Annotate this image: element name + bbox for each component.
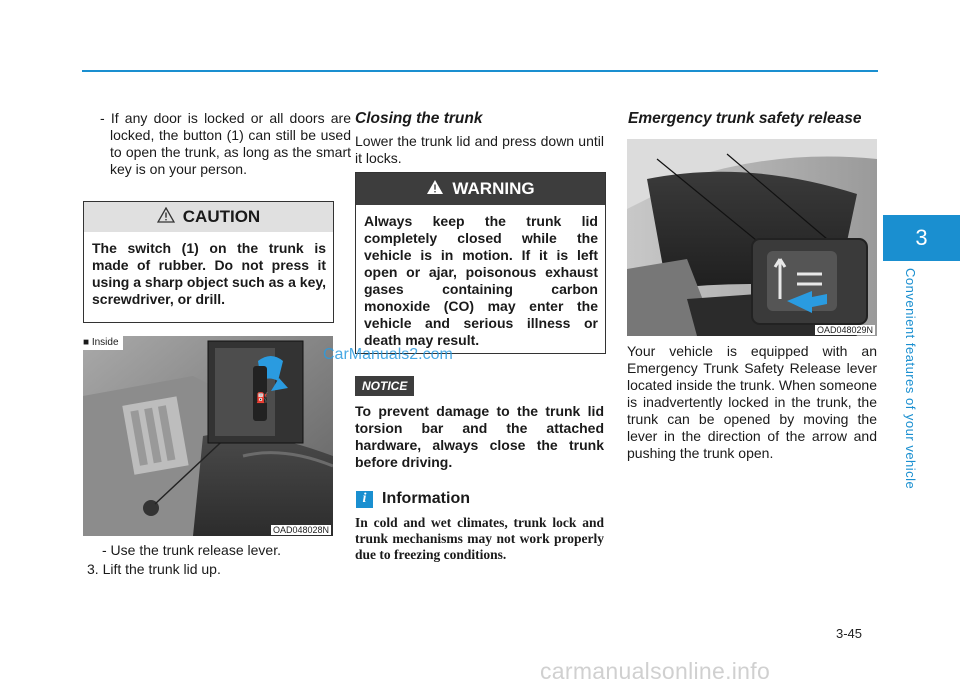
warning-triangle-icon <box>426 179 444 200</box>
caution-body: The switch (1) on the trunk is made of rubber. Do not press it using a sharp object such as a key, screwdriver, or drill. <box>92 240 326 307</box>
info-icon: i <box>356 491 373 508</box>
chapter-side-title: Convenient features of your vehicle <box>903 268 918 490</box>
figure-trunk-release <box>627 139 877 336</box>
warning-body: Always keep the trunk lid completely closed while the vehicle is in motion. If it is left open or ajar, poisonous exhaust gases containing carbon monoxide (CO) may enter the vehicle and serious illness or death may result. <box>364 213 598 348</box>
step-lift-trunk: 3. Lift the trunk lid up. <box>87 561 221 577</box>
page-number: 3-45 <box>836 626 863 641</box>
figure-inside-lever <box>83 336 333 536</box>
information-body: In cold and wet climates, trunk lock and trunk mechanisms may not work properly due to freezing conditions. <box>355 515 604 562</box>
caution-header <box>84 202 333 232</box>
information-heading <box>356 490 470 508</box>
driver-floor-photo <box>83 336 333 536</box>
notice-body: To prevent damage to the trunk lid torsion bar and the attached hardware, always close the trunk before driving. <box>355 403 604 470</box>
notice-badge: NOTICE <box>355 376 414 396</box>
warning-header <box>356 173 605 205</box>
emergency-release-heading: Emergency trunk safety release <box>628 110 862 127</box>
top-rule <box>82 70 878 72</box>
bullet-door-locked: - If any door is locked or all doors are locked, the button (1) can still be used to open the trunk, as long as the smart key is on your person. <box>100 110 351 177</box>
trunk-interior-photo <box>627 139 877 336</box>
caution-triangle-icon <box>157 207 175 228</box>
chapter-tab: 3 <box>883 215 960 261</box>
notice-badge-wrap <box>355 376 414 396</box>
information-title: Information <box>382 490 470 507</box>
closing-trunk-intro: Lower the trunk lid and press down until it locks. <box>355 133 604 166</box>
emergency-release-body: Your vehicle is equipped with an Emergency Trunk Safety Release lever located inside the trunk. When someone is inadvertently locked in the trunk, the trunk can be opened by moving the lever in the direction of the arrow and pushing the trunk open. <box>627 343 877 461</box>
closing-trunk-heading: Closing the trunk <box>355 110 483 127</box>
caution-box <box>83 201 334 323</box>
figure-tag-inside: ■ Inside <box>83 336 123 350</box>
svg-text:⛽: ⛽ <box>256 393 269 404</box>
figure-caption-left: OAD048028N <box>272 525 329 535</box>
warning-box <box>355 172 606 354</box>
caution-title: CAUTION <box>182 207 261 226</box>
step-release-lever: - Use the trunk release lever. <box>102 542 281 558</box>
warning-title: WARNING <box>452 179 535 198</box>
watermark-carmanuals2: CarManuals2.com <box>323 346 453 363</box>
watermark-carmanualsonline: carmanualsonline.info <box>540 658 771 684</box>
figure-caption-right: OAD048029N <box>816 325 873 335</box>
